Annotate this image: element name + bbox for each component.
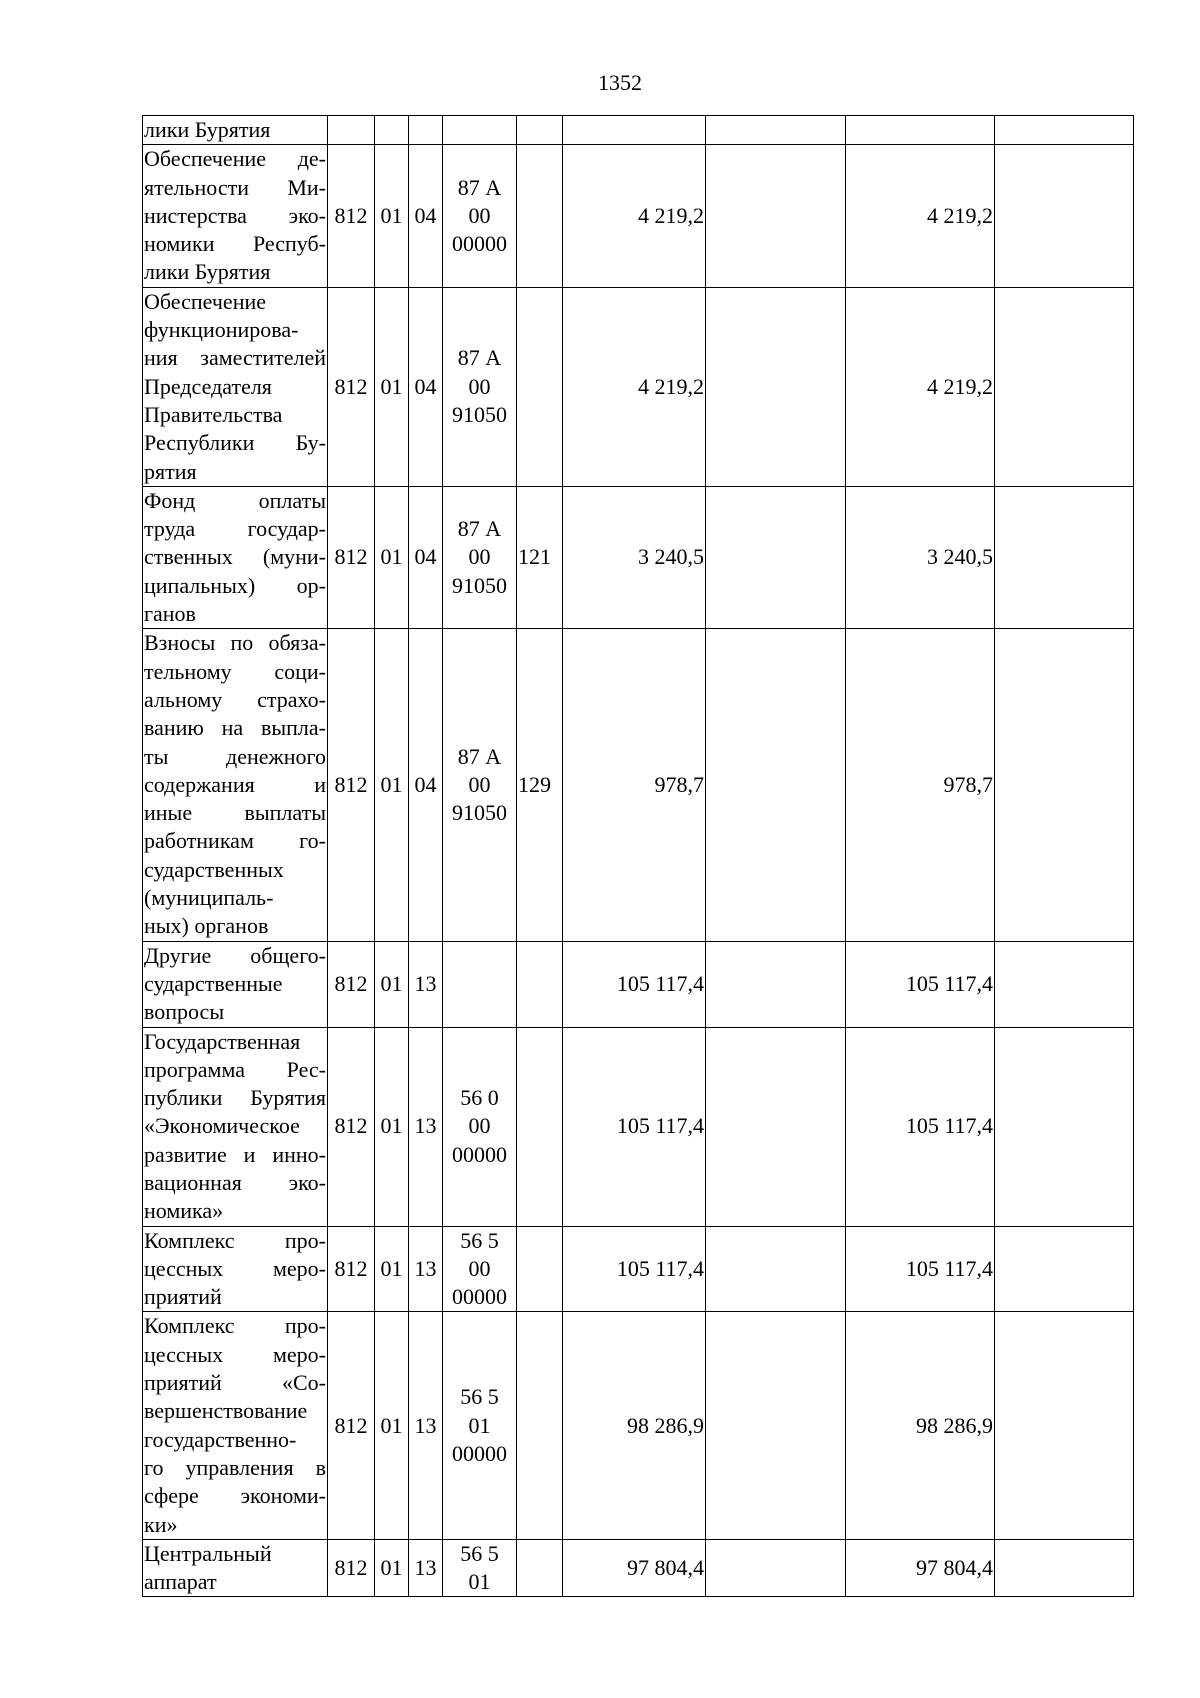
expense-type-cell [517,1539,563,1597]
amount-cell-2 [706,1027,846,1226]
row-name-cell [143,941,328,1027]
row-name-line: публики Бурятия [144,1085,326,1111]
expense-type-cell [517,116,563,145]
row-name-line: Республики Бу- [144,430,326,456]
row-name-line: тельному соци- [144,658,326,684]
table-row [143,1312,1134,1539]
row-name-line: ты денежного [144,743,326,769]
row-name-line: ния заместителей [144,345,326,371]
target-article-cell: 87 А 00 00000 [443,145,517,287]
target-article-cell [443,116,517,145]
amount-cell-3: 105 117,4 [846,941,995,1027]
ministry-code-cell: 812 [328,287,375,486]
amount-cell-4 [995,629,1134,941]
amount-cell-3: 4 219,2 [846,145,995,287]
amount-cell-1: 98 286,9 [563,1312,706,1539]
target-article-cell: 56 5 01 [443,1539,517,1597]
subsection-code-cell: 13 [409,1312,443,1539]
amount-cell-2 [706,941,846,1027]
amount-cell-3: 105 117,4 [846,1027,995,1226]
subsection-code-cell: 04 [409,145,443,287]
amount-cell-1: 4 219,2 [563,145,706,287]
row-name-line: цессных меро- [144,1255,326,1281]
amount-cell-4 [995,941,1134,1027]
row-name-line: Комплекс про- [144,1227,326,1253]
section-code-cell: 01 [375,1539,409,1597]
row-name-line: вопросы [144,999,225,1025]
subsection-code-cell: 04 [409,486,443,628]
amount-cell-4 [995,1027,1134,1226]
row-name-line: (муниципаль- [144,885,274,911]
row-name-line: номика» [144,1198,224,1224]
row-name-cell [143,116,328,145]
row-name-line: Обеспечение [144,288,266,314]
section-code-cell: 01 [375,145,409,287]
section-code-cell: 01 [375,629,409,941]
table-row [143,116,1134,145]
row-name-line: Правительства [144,401,283,427]
ministry-code-cell: 812 [328,941,375,1027]
ministry-code-cell: 812 [328,1539,375,1597]
row-name-line: Государственная [144,1028,301,1054]
row-name-line: государственно- [144,1426,297,1452]
section-code-cell: 01 [375,1027,409,1226]
amount-cell-3 [846,116,995,145]
amount-cell-1: 105 117,4 [563,1226,706,1312]
ministry-code-cell: 812 [328,1312,375,1539]
section-code-cell [375,116,409,145]
amount-cell-4 [995,145,1134,287]
section-code-cell: 01 [375,941,409,1027]
row-name-line: нистерства эко- [144,202,326,228]
row-name-line: сфере экономи- [144,1483,326,1509]
amount-cell-2 [706,116,846,145]
row-name-line: лики Бурятия [144,259,271,285]
target-article-cell: 56 5 01 00000 [443,1312,517,1539]
amount-cell-3: 4 219,2 [846,287,995,486]
row-name-line: аппарат [144,1569,217,1595]
ministry-code-cell: 812 [328,1027,375,1226]
row-name-line: вационная эко- [144,1169,326,1195]
row-name-line: приятий «Со- [144,1370,326,1396]
subsection-code-cell: 13 [409,1027,443,1226]
row-name-line: цессных меро- [144,1341,326,1367]
row-name-line: ятельности Ми- [144,174,326,200]
expense-type-cell [517,941,563,1027]
row-name-line: «Экономическое [144,1113,300,1139]
row-name-line: альному страхо- [144,686,326,712]
section-code-cell: 01 [375,1226,409,1312]
expense-type-cell: 129 [517,629,563,941]
row-name-line: работникам го- [144,828,326,854]
row-name-line: развитие и инно- [144,1141,326,1167]
amount-cell-4 [995,1539,1134,1597]
table-row [143,145,1134,287]
budget-table [142,115,1134,1597]
amount-cell-4 [995,486,1134,628]
row-name-line: ки» [144,1511,178,1537]
ministry-code-cell: 812 [328,145,375,287]
amount-cell-2 [706,1226,846,1312]
table-row [143,287,1134,486]
amount-cell-2 [706,1539,846,1597]
page-number: 1352 [598,70,642,95]
amount-cell-2 [706,287,846,486]
amount-cell-1: 97 804,4 [563,1539,706,1597]
row-name-line: ванию на выпла- [144,715,326,741]
table-row [143,941,1134,1027]
row-name-line: программа Рес- [144,1056,326,1082]
expense-type-cell [517,145,563,287]
table-row [143,629,1134,941]
table-row [143,1539,1134,1597]
subsection-code-cell: 04 [409,287,443,486]
row-name-line: вершенствование [144,1398,308,1424]
target-article-cell: 87 А 00 91050 [443,486,517,628]
expense-type-cell [517,287,563,486]
target-article-cell: 56 5 00 00000 [443,1226,517,1312]
amount-cell-4 [995,1226,1134,1312]
row-name-line: ных) органов [144,913,269,939]
row-name-line: го управления в [144,1454,326,1480]
amount-cell-1: 105 117,4 [563,941,706,1027]
section-code-cell: 01 [375,287,409,486]
amount-cell-3: 98 286,9 [846,1312,995,1539]
row-name-line: рятия [144,458,197,484]
amount-cell-2 [706,1312,846,1539]
row-name-cell [143,145,328,287]
target-article-cell [443,941,517,1027]
row-name-line: Обеспечение де- [144,146,326,172]
amount-cell-1: 3 240,5 [563,486,706,628]
amount-cell-2 [706,145,846,287]
row-name-line: Комплекс про- [144,1313,326,1339]
subsection-code-cell: 13 [409,1226,443,1312]
row-name-cell [143,1027,328,1226]
subsection-code-cell: 04 [409,629,443,941]
ministry-code-cell: 812 [328,629,375,941]
subsection-code-cell: 13 [409,941,443,1027]
amount-cell-1: 978,7 [563,629,706,941]
subsection-code-cell [409,116,443,145]
row-name-line: труда государ- [144,516,326,542]
row-name-line: содержания и [144,771,326,797]
expense-type-cell: 121 [517,486,563,628]
row-name-cell [143,287,328,486]
row-name-line: Взносы по обяза- [144,630,326,656]
ministry-code-cell: 812 [328,486,375,628]
row-name-line: функционирова- [144,317,299,343]
expense-type-cell [517,1226,563,1312]
subsection-code-cell: 13 [409,1539,443,1597]
amount-cell-2 [706,486,846,628]
amount-cell-1 [563,116,706,145]
row-name-line: приятий [144,1284,222,1310]
amount-cell-4 [995,116,1134,145]
ministry-code-cell: 812 [328,1226,375,1312]
row-name-cell [143,1312,328,1539]
table-row [143,1226,1134,1312]
table-body [143,116,1134,1597]
section-code-cell: 01 [375,1312,409,1539]
row-name-line: Центральный [144,1540,272,1566]
row-name-line: ственных (муни- [144,544,326,570]
table-row [143,1027,1134,1226]
row-name-line: ганов [144,601,196,627]
target-article-cell: 87 А 00 91050 [443,629,517,941]
row-name-line: Фонд оплаты [144,487,326,513]
target-article-cell: 56 0 00 00000 [443,1027,517,1226]
amount-cell-3: 978,7 [846,629,995,941]
amount-cell-4 [995,1312,1134,1539]
amount-cell-2 [706,629,846,941]
row-name-line: Другие общего- [144,942,326,968]
amount-cell-3: 3 240,5 [846,486,995,628]
amount-cell-3: 105 117,4 [846,1226,995,1312]
amount-cell-1: 4 219,2 [563,287,706,486]
amount-cell-3: 97 804,4 [846,1539,995,1597]
row-name-cell [143,1226,328,1312]
target-article-cell: 87 А 00 91050 [443,287,517,486]
row-name-cell [143,1539,328,1597]
row-name-line: номики Респуб- [144,231,326,257]
row-name-line: сударственные [144,970,283,996]
section-code-cell: 01 [375,486,409,628]
row-name-line: ципальных) ор- [144,572,326,598]
table-row [143,486,1134,628]
amount-cell-1: 105 117,4 [563,1027,706,1226]
row-name-line: сударственных [144,856,284,882]
row-name-cell [143,629,328,941]
row-name-line: лики Бурятия [144,117,271,142]
expense-type-cell [517,1027,563,1226]
row-name-line: Председателя [144,373,272,399]
ministry-code-cell [328,116,375,145]
row-name-cell [143,486,328,628]
row-name-line: иные выплаты [144,800,326,826]
expense-type-cell [517,1312,563,1539]
amount-cell-4 [995,287,1134,486]
